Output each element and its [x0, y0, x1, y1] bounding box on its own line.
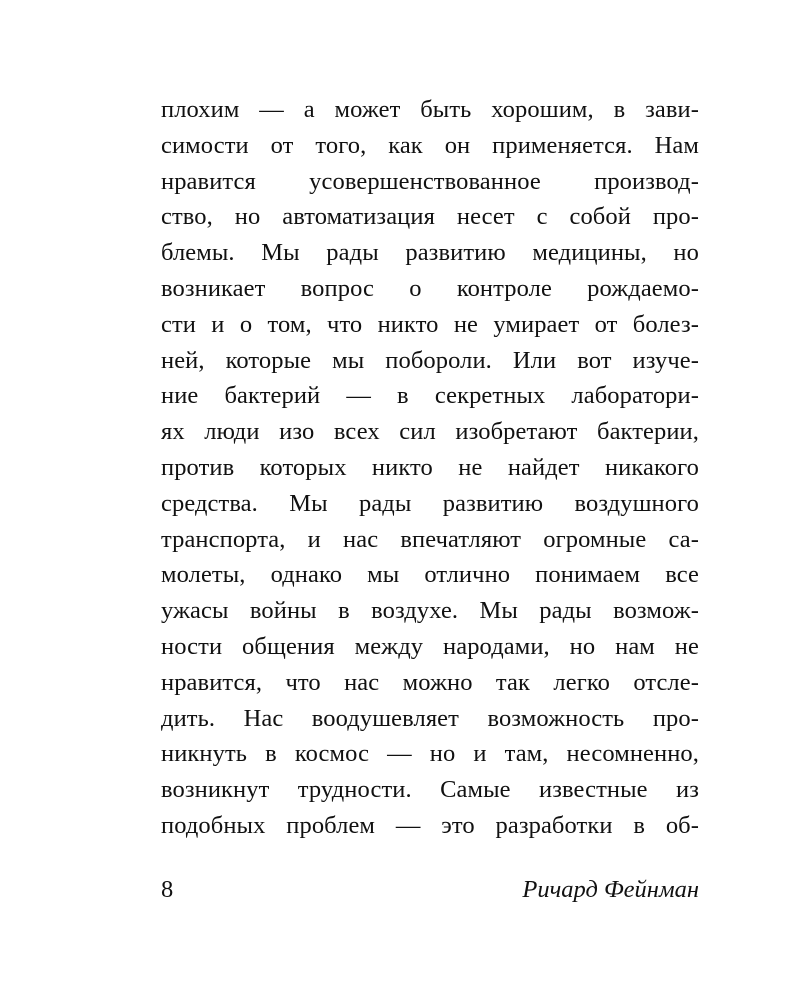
text-line: никнуть в космос — но и там, несомненно,: [161, 740, 699, 768]
text-line: дить. Нас воодушевляет возможность про-: [161, 704, 699, 732]
text-line: сти и о том, что никто не умирает от болез-: [161, 310, 699, 338]
text-line: плохим — а может быть хорошим, в зави-: [161, 96, 699, 123]
page-footer: [161, 873, 699, 907]
page-number: 8: [161, 876, 174, 903]
text-line: против которых никто не найдет никакого: [161, 453, 699, 481]
running-head-author: Ричард Фейнман: [522, 876, 699, 903]
text-line: ство, но автоматизация несет с собой про-: [161, 203, 699, 231]
text-line: ние бактерий — в секретных лаборатори-: [161, 382, 699, 410]
text-line: нравится, что нас можно так легко отсле-: [161, 668, 699, 696]
body-text: [161, 92, 699, 844]
text-line: блемы. Мы рады развитию медицины, но: [161, 239, 699, 267]
text-line: подобных проблем — это разработки в об-: [161, 811, 699, 839]
text-line: транспорта, и нас впечатляют огромные са-: [161, 525, 699, 553]
text-line: ях люди изо всех сил изобретают бактерии,: [161, 418, 699, 446]
text-line: нравится усовершенствованное производ-: [161, 167, 699, 195]
text-line: возникает вопрос о контроле рождаемо-: [161, 274, 699, 302]
text-line: средства. Мы рады развитию воздушного: [161, 489, 699, 517]
text-line: молеты, однако мы отлично понимаем все: [161, 561, 699, 589]
text-line: возникнут трудности. Самые известные из: [161, 776, 699, 804]
text-line: ней, которые мы побороли. Или вот изуче-: [161, 346, 699, 374]
text-line: ности общения между народами, но нам не: [161, 632, 699, 660]
text-line: симости от того, как он применяется. Нам: [161, 131, 699, 159]
text-line: ужасы войны в воздухе. Мы рады возмож-: [161, 597, 699, 625]
